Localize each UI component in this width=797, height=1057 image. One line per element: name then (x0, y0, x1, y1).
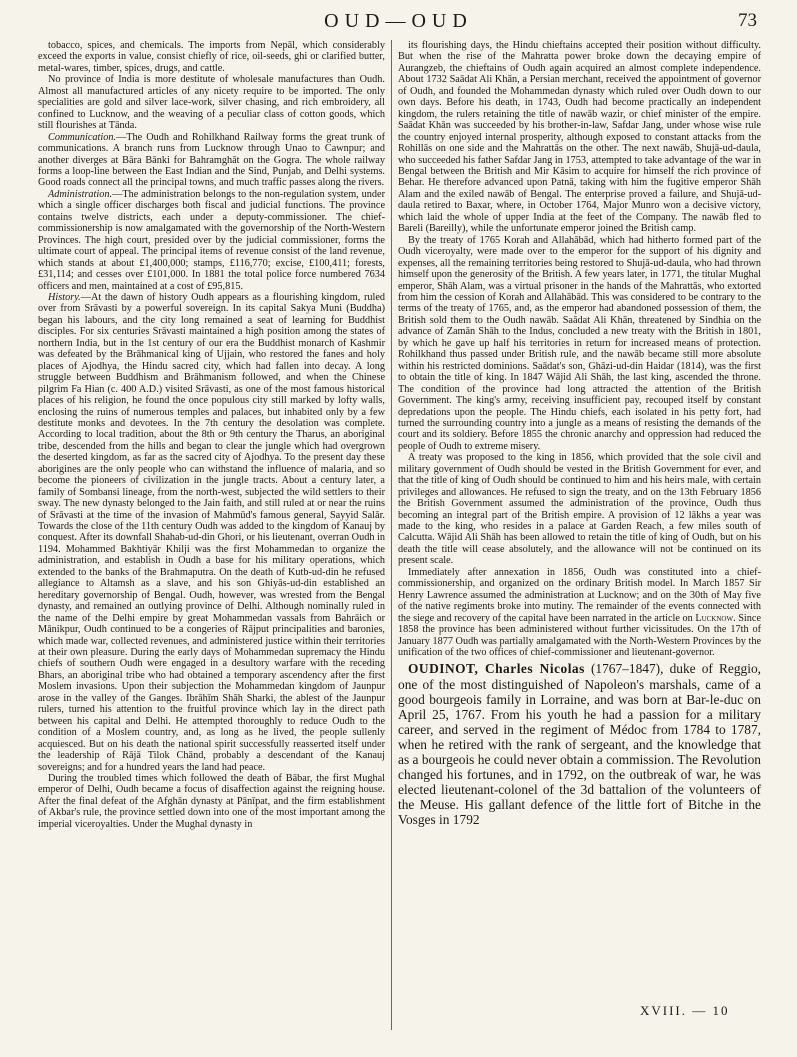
page-title: OUD—OUD (324, 10, 473, 32)
mutiny-text-b: . Since 1858 the province has been administered without further vicissitudes. On the 17th of January 1877 Oudh was partially amalgamated with the North-Western Provinces by the unification of the two offices of chief-commissioner and lieutenant-governor. (398, 612, 761, 659)
mutiny-text-a: Immediately after annexation in 1856, Oudh was constituted into a chief-commissionership, and organized on the ordinary British model. In March 1857 Sir Henry Lawrence assumed the administration at Lucknow; and on the 30th of May five of the native regiments broke into mutiny. The remainder of the events connected with the siege and recovery of the capital have been narrated in the article on (398, 566, 761, 624)
right-column (398, 40, 761, 1035)
paragraph-administration (38, 189, 385, 292)
section-label-communication: Communication. (48, 131, 117, 143)
paragraph-annexation: A treaty was proposed to the king in 1856, which provided that the sole civil and military government of Oudh should be vested in the British Government for ever, and that the title of king of Oudh should be continued to him and his heirs male, with certain privileges and allowances. He refused to sign the treaty, and on the 13th February 1856 the British Government assumed the administration of the province, Oudh thus becoming an integral part of the British empire. A provision of 12 lākhs a year was made to the king, who resides in a palace at Garden Reach, a few miles south of Calcutta. Wājid Ali Shāh has been allowed to retain the title of king of Oudh, but on his death the title will cease absolutely, and the allowance will not be continued on its present scale. (398, 452, 761, 567)
paragraph-mughal: During the troubled times which followed the death of Bābar, the first Mughal emperor of Delhi, Oudh became a focus of disaffection against the reigning house. After the final defeat of the Afghān dynasty at Pānīpat, and the firm establishment of Akbar's rule, the province settled down into one of the most important among the imperial viceroyalties. Under the Mughal dynasty in (38, 773, 385, 830)
page-number: 73 (738, 10, 757, 31)
paragraph-treaty-1765: By the treaty of 1765 Korah and Allahābād, which had hitherto formed part of the Oudh viceroyalty, were made over to the emperor for the support of his dignity and expenses, all the remaining territories being restored to Shujā-ud-daula, who had thrown himself upon the generosity of the British. A few years later, in 1771, the titular Mughal emperor, Shāh Alam, was a virtual prisoner in the hands of the Mahrattās, who extorted from him the cession of Korah and Allahābād. This was considered to be contrary to the terms of the treaty of 1765, and, as the emperor had abandoned possession of them, the British sold them to the Oudh nawāb. Saādat Ali Khān, threatened by Sindhia on the advance of Zamān Shāh to the Indus, concluded a new treaty with the British in 1801, by which he gave up half his territories in return for increased means of protection. Rohilkhand thus passed under British rule, and the nawāb became still more absolute within his restricted dominions. Saādat's son, Ghāzi-ud-din Haidar (1814), was the first to obtain the title of king. In 1847 Wājid Ali Shāh, the last king, ascended the throne. The condition of the province had long attracted the attention of the British Government. The king's army, receiving insufficient pay, recouped itself by constant depredations upon the people. The Hindu chiefs, each isolated in his petty fort, had turned the surrounding country into a jungle as a means of resisting the demands of the court and its soldiery. Before 1855 the chronic anarchy and oppression had reduced the people of Oudh to extreme misery. (398, 234, 761, 452)
left-column (38, 40, 385, 1035)
communication-text: —The Oudh and Rohilkhand Railway forms the great trunk of communications. A branch runs from Lucknow through Unao to Cawnpur; and another diverges at Bāra Bānki for Bahramghāt on the Gogra. The whole railway forms a loop-line between the East Indian and the Sind, Punjab, and Delhi systems. Good roads connect all the principal towns, and much traffic passes along the rivers. (38, 131, 385, 189)
entry-headword: OUDINOT, Charles Nicolas (408, 661, 585, 677)
entry-text: (1767–1847), duke of Reggio, one of the most distinguished of Napoleon's marshals, came of a good bourgeois family in Lorraine, and was born at Bar-le-duc on April 25, 1767. From his youth he had a passion for a military career, and served in the regiment of Médoc from 1784 to 1787, when he retired with the rank of sergeant, and the knowledge that as a bourgeois he could never obtain a commission. The Revolution changed his fortunes, and in 1792, on the outbreak of war, he was elected lieutenant-colonel of the 3d battalion of the volunteers of the Meuse. His gallant defence of the little fort of Bitche in the Vosges in 1792 (398, 661, 761, 828)
signature-mark: XVIII. — 10 (640, 1003, 730, 1018)
column-divider (391, 40, 392, 1030)
section-label-history: History. (48, 291, 81, 303)
paragraph-trade: tobacco, spices, and chemicals. The imports from Nepāl, which considerably exceed the exports in value, consist chiefly of rice, oil-seeds, ghi or clarified butter, metal-wares, timber, spices, drugs, and cattle. (38, 40, 385, 74)
paragraph-communication (38, 132, 385, 189)
paragraph-nawabs: its flourishing days, the Hindu chieftains accepted their position without difficulty. But when the rise of the Mahratta power broke down the decaying empire of Aurangzeb, the chieftains of Oudh again acquired an almost complete independence. About 1732 Saādat Ali Khān, a Persian merchant, received the appointment of governor of Oudh, and founded the Mohammedan dynasty which ruled over Oudh down to our own days. Before his death, in 1743, Oudh had become practically an independent kingdom, the rulers retaining the title of nawāb wazir, or chief minister of the empire. Saādat Khān was succeeded by his brother-in-law, Safdar Jang, under whose wise rule the country enjoyed internal prosperity, although exposed to constant attacks from the Rohillās on one side and the Mahrattās on the other. The next nawāb, Shujā-ud-daula, who succeeded his father Safdar Jang in 1753, attempted to take advantage of the war in Bengal between the British and Mir Kāsim to acquire for himself the rich province of Behar. He therefore advanced upon Patnā, taking with him the fugitive emperor Shāh Alam and the exiled nawāb of Bengal. The enterprise proved a failure, and Shujā-ud-daula retired to Baxar, where, in October 1764, Major Munro won a decisive victory, which laid the whole of upper India at the feet of the Company. The nawāb fled to Bareli (Bareilly), while the unfortunate emperor joined the British camp. (398, 40, 761, 235)
paragraph-manufactures: No province of India is more destitute of wholesale manufactures than Oudh. Almost all manufactured articles of any nicety require to be imported. The only specialities are gold and silver lace-work, silver chasing, and rich embroidery, all confined to Lucknow, and the weaving of a peculiar class of cotton goods, which still flourishes at Tānda. (38, 74, 385, 132)
history-text: —At the dawn of history Oudh appears as a flourishing kingdom, ruled over from Srāvasti by a powerful sovereign. In its capital Sakya Muni (Buddha) began his labours, and the city long remained a seat of learning for Buddhist disciples. For six centuries Srāvasti maintained a high position among the states of northern India, but in the 1st century of our era the Buddhist monarch of Kashmir was defeated by the Brāhmanical king of Ujjain, who restored the fanes and holy places of Ajodhya, the Hindu sacred city, which had fallen into decay. A long struggle between Buddhism and Brāhmanism followed, and when the Chinese pilgrim Fa Hian (c. 400 A.D.) visited Srāvasti, as one of the most famous historical places of his religion, he found the once populous city still marked by lofty walls, enclosing the ruins of numerous temples and palaces, but inhabited only by a few destitute monks and devotees. In the 7th century the desolation was complete. According to local tradition, about the 8th or 9th century the Tharus, an aboriginal tribe, descended from the hills and began to clear the jungle which had overgrown the deserted kingdom, as far as the sacred city of Ajodhya. To the present day these aborigines are the only people who can withstand the influence of malaria, and so become the pioneers of civilization in the jungle tracts. About a century later, a family of Sombansi lineage, from the north-west, subjected the wild settlers to their sway. The new dynasty belonged to the Jain faith, and still ruled at or near the ruins of Srāvasti at the time of the invasion of Mahmūd's famous general, Sayyid Salār. Towards the close of the 11th century Oudh was added to the kingdom of Kanauj by conquest. After its downfall Shahab-ud-din Ghori, or his lieutenant, overran Oudh in 1194. Mohammed Bakhtiyār Khilji was the first Mohammedan to organize the administration, and establish in Oudh a base for his military operations, which extended to the banks of the Brahmaputra. On the death of Kutb-ud-din he refused allegiance to Altamsh as a slave, and his son Ghiyās-ud-din established an hereditary governorship of Bengal. Oudh, however, was wrested from the Bengal dynasty, and remained an outlying province of Delhi. Although nominally ruled in the name of the Delhi empire by great Mohammedan vassals from Bahrāich or Mānikpur, Oudh continued to be a congeries of Rājput principalities and baronies, which made war, collected revenues, and administered justice within their territories at their own pleasure. During the early days of Mohammedan supremacy the Hindu chiefs of southern Oudh were engaged in a desultory warfare with the receding Bhars, an aboriginal tribe who had obtained a temporary ascendency after the first Moslem invasions. Upon their subjection the Mohammedan kingdom of Jaunpur arose in the valley of the Ganges. Ibrāhīm Shāh Sharki, the ablest of the Jaunpur rulers, turned his attention to the fruitful province which lay in the direct path between his capital and Delhi. He attempted thoroughly to reduce Oudh to the condition of a Moslem country, and, as long as he lived, the people sullenly acquiesced. But on his death the national spirit successfully reasserted itself under the leadership of Rājā Tilok Chānd, probably a descendant of the Kanauj sovereigns; and for a hundred years the land had peace. (38, 291, 385, 773)
cross-reference-lucknow: Lucknow (695, 612, 734, 624)
entry-oudinot (398, 661, 761, 827)
section-label-administration: Administration. (48, 188, 113, 200)
running-head (0, 10, 797, 34)
paragraph-history (38, 292, 385, 773)
paragraph-mutiny (398, 567, 761, 659)
administration-text: —The administration belongs to the non-regulation system, under which a single officer discharges both fiscal and judicial functions. The province contains twelve districts, each under a deputy-commissioner. The chief-commissionership is now amalgamated with the governorship of the North-Western Provinces. The high court, presided over by the judicial commissioner, forms the ultimate court of appeal. The principal items of revenue consist of the land revenue, which stands at about £1,400,000; stamps, £116,770; excise, £100,411; forests, £31,114; and cesses over £101,000. In 1881 the total police force numbered 7634 officers and men, maintained at a cost of £95,815. (38, 188, 385, 292)
